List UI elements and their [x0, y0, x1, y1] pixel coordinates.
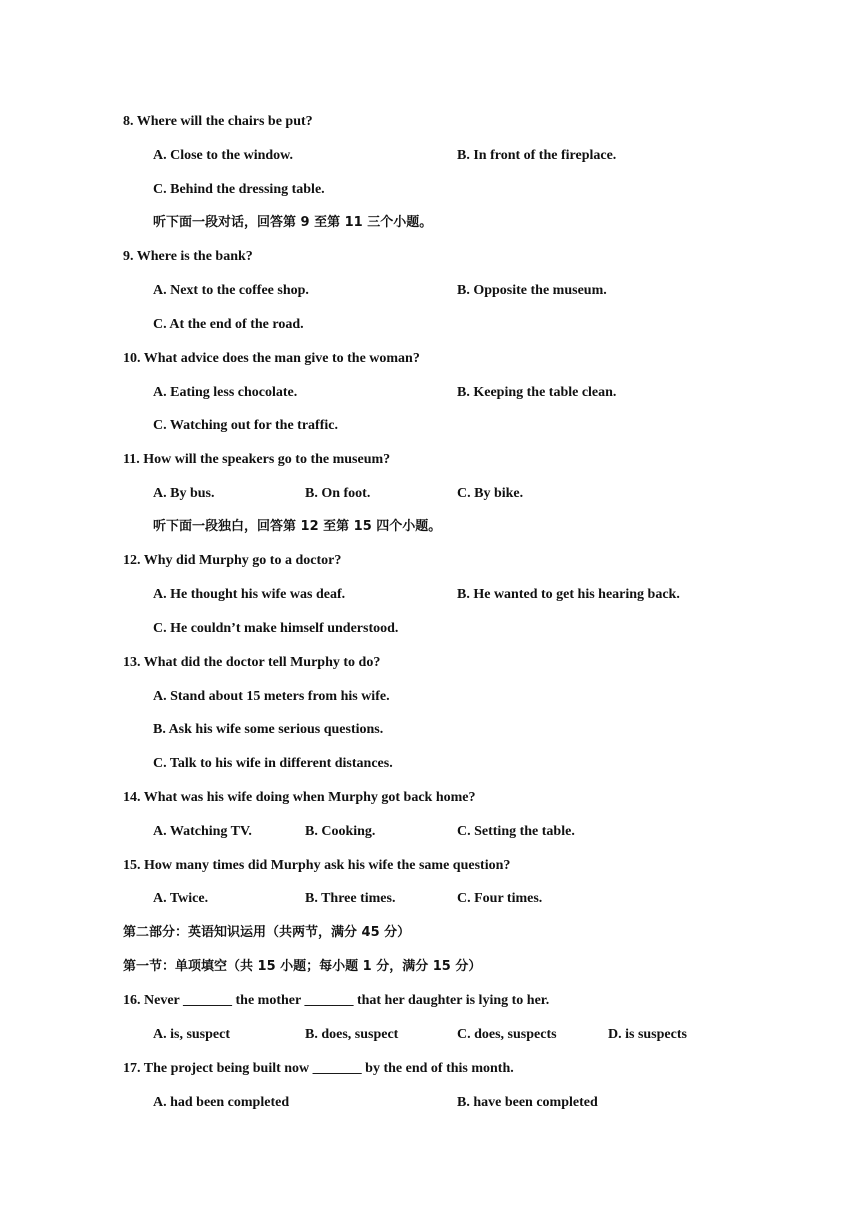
q12-option-b: B. He wanted to get his hearing back. [457, 587, 680, 602]
q13-option-c: C. Talk to his wife in different distances. [153, 756, 393, 771]
q12-option-a: A. He thought his wife was deaf. [153, 587, 346, 602]
q12-option-c: C. He couldn’t make himself understood. [153, 621, 399, 636]
q16-option-c: C. does, suspects [457, 1027, 557, 1042]
q17-option-a: A. had been completed [153, 1095, 290, 1110]
q15-option-c: C. Four times. [457, 891, 543, 906]
q15-option-a: A. Twice. [153, 891, 209, 906]
q9-option-c: C. At the end of the road. [153, 317, 304, 332]
q16-option-a: A. is, suspect [153, 1027, 231, 1042]
question-14: 14. What was his wife doing when Murphy got back home? [123, 790, 476, 805]
question-16: 16. Never _______ the mother _______ that her daughter is lying to her. [123, 993, 550, 1008]
q16-option-b: B. does, suspect [305, 1027, 399, 1042]
q11-option-a: A. By bus. [153, 486, 215, 501]
q8-option-b: B. In front of the fireplace. [457, 148, 617, 163]
q11-option-b: B. On foot. [305, 486, 371, 501]
question-8: 8. Where will the chairs be put? [123, 114, 313, 129]
question-10: 10. What advice does the man give to the woman? [123, 351, 420, 366]
q8-option-c: C. Behind the dressing table. [153, 182, 325, 197]
q17-option-b: B. have been completed [457, 1095, 598, 1110]
q13-option-b: B. Ask his wife some serious questions. [153, 722, 384, 737]
question-11: 11. How will the speakers go to the museum? [123, 452, 391, 467]
q15-option-b: B. Three times. [305, 891, 396, 906]
q10-option-c: C. Watching out for the traffic. [153, 418, 338, 433]
listening-instruction-12-15: 听下面一段独白，回答第 12 至第 15 四个小题。 [153, 519, 442, 534]
q8-option-a: A. Close to the window. [153, 148, 294, 163]
q16-option-d: D. is suspects [608, 1027, 687, 1042]
q13-option-a: A. Stand about 15 meters from his wife. [153, 689, 390, 704]
q11-option-c: C. By bike. [457, 486, 524, 501]
question-13: 13. What did the doctor tell Murphy to do? [123, 655, 381, 670]
section-heading-part-2: 第二部分：英语知识运用（共两节，满分 45 分） [123, 925, 411, 940]
question-15: 15. How many times did Murphy ask his wife the same question? [123, 858, 511, 873]
q14-option-c: C. Setting the table. [457, 824, 575, 839]
q10-option-a: A. Eating less chocolate. [153, 385, 298, 400]
q14-option-a: A. Watching TV. [153, 824, 252, 839]
q10-option-b: B. Keeping the table clean. [457, 385, 617, 400]
q14-option-b: B. Cooking. [305, 824, 376, 839]
q9-option-a: A. Next to the coffee shop. [153, 283, 309, 298]
q9-option-b: B. Opposite the museum. [457, 283, 607, 298]
question-12: 12. Why did Murphy go to a doctor? [123, 553, 342, 568]
question-17: 17. The project being built now _______ by the end of this month. [123, 1061, 514, 1076]
listening-instruction-9-11: 听下面一段对话，回答第 9 至第 11 三个小题。 [153, 215, 433, 230]
subsection-heading-single-choice: 第一节：单项填空（共 15 小题；每小题 1 分，满分 15 分） [123, 959, 482, 974]
question-9: 9. Where is the bank? [123, 249, 253, 264]
